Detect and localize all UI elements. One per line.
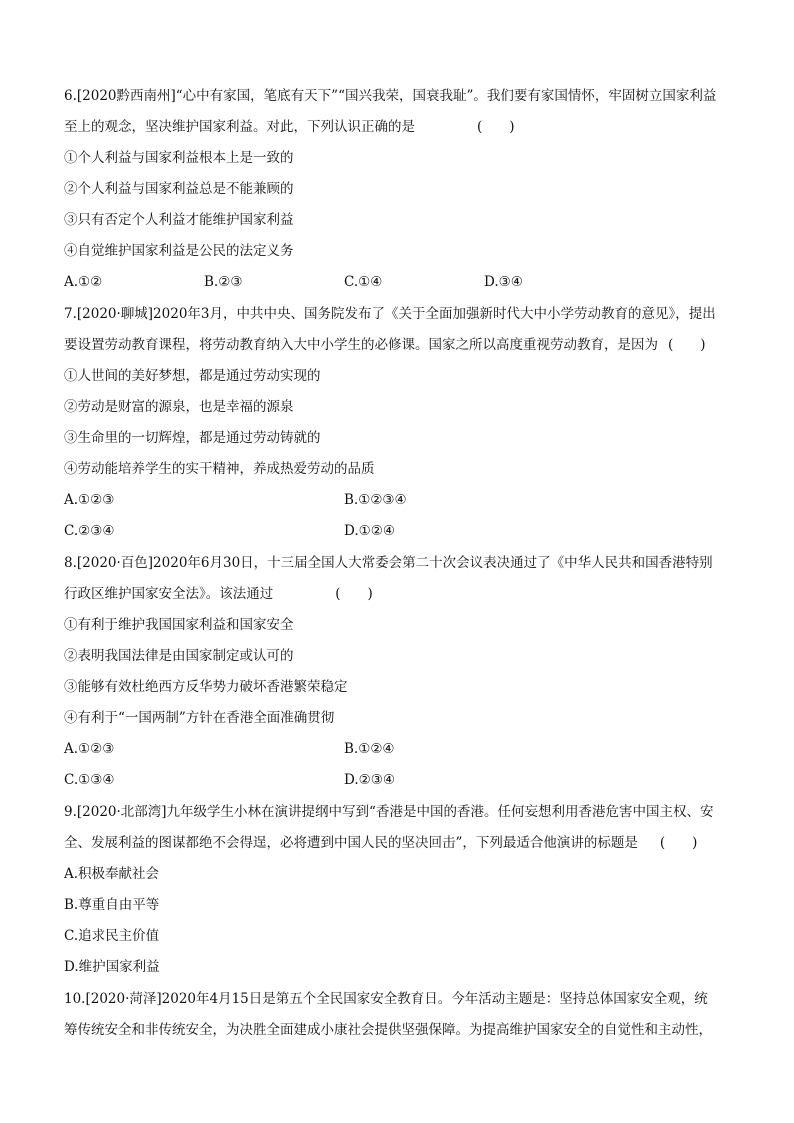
q9-option-b: B.尊重自由平等 xyxy=(64,897,160,913)
q7-answer-paren: ( ) xyxy=(668,337,706,353)
q8-option-a: A.①②③ xyxy=(64,741,115,757)
q9-answer-paren: ( ) xyxy=(659,835,698,851)
q9-option-c: C.追求民主价值 xyxy=(64,928,160,944)
q9-stem-text: 全、发展利益的图谋都绝不会得逞，必将遭到中国人民的坚决回击”，下列最适合他演讲的标题是 xyxy=(64,835,638,851)
q9-option-a: A.积极奉献社会 xyxy=(64,866,160,882)
q6-item-3: ③只有否定个人利益才能维护国家利益 xyxy=(64,212,294,228)
q9-stem-line2 xyxy=(64,833,697,853)
q8-stem-text: 行政区维护国家安全法》。该法通过 xyxy=(64,586,274,602)
q6-item-1: ①个人利益与国家利益根本上是一致的 xyxy=(64,150,294,166)
q6-stem-line1: 6.[2020黔西南州]“心中有家国，笔底有天下”“国兴我荣，国衰我耻”。我们要有家国情怀，牢固树立国家利益 xyxy=(64,88,717,104)
q6-item-2: ②个人利益与国家利益总是不能兼顾的 xyxy=(64,181,294,197)
q8-option-d: D.②③④ xyxy=(344,772,395,788)
q10-stem-line1: 10.[2020·菏泽]2020年4月15日是第五个全民国家安全教育日。今年活动主题是：坚持总体国家安全观，统 xyxy=(64,991,708,1007)
q7-item-2: ②劳动是财富的源泉，也是幸福的源泉 xyxy=(64,399,294,415)
q7-stem-line1: 7.[2020·聊城]2020年3月，中共中央、国务院发布了《关于全面加强新时代大中小学劳动教育的意见》，提出 xyxy=(64,306,716,322)
q7-stem-text: 要设置劳动教育课程，将劳动教育纳入大中小学生的必修课。国家之所以高度重视劳动教育，是因为 xyxy=(64,337,658,353)
q8-option-b: B.①②④ xyxy=(344,741,395,757)
q6-option-a: A.①② xyxy=(64,274,103,290)
q9-option-d: D.维护国家利益 xyxy=(64,959,160,975)
q7-option-c: C.②③④ xyxy=(64,523,115,539)
q7-option-d: D.①②④ xyxy=(344,523,395,539)
q6-option-b: B.②③ xyxy=(204,274,243,290)
q6-item-4: ④自觉维护国家利益是公民的法定义务 xyxy=(64,243,294,259)
q7-item-4: ④劳动能培养学生的实干精神，养成热爱劳动的品质 xyxy=(64,461,375,477)
q8-stem-line1: 8.[2020·百色]2020年6月30日，十三届全国人大常委会第二十次会议表决通过了《中华人民共和国香港特别 xyxy=(64,555,713,571)
q7-stem-line2 xyxy=(64,335,706,355)
q7-item-1: ①人世间的美好梦想，都是通过劳动实现的 xyxy=(64,368,321,384)
q9-stem-line1: 9.[2020·北部湾]九年级学生小林在演讲提纲中写到“香港是中国的香港。任何妄想利用香港危害中国主权、安 xyxy=(64,804,714,820)
q8-stem-line2 xyxy=(64,584,373,604)
q6-stem-text: 至上的观念，坚决维护国家利益。对此，下列认识正确的是 xyxy=(64,119,415,135)
q8-item-4: ④有利于“一国两制”方针在香港全面准确贯彻 xyxy=(64,710,335,726)
q6-option-d: D.③④ xyxy=(484,274,523,290)
q8-item-1: ①有利于维护我国国家利益和国家安全 xyxy=(64,617,294,633)
q8-item-3: ③能够有效杜绝西方反华势力破坏香港繁荣稳定 xyxy=(64,679,348,695)
q7-option-b: B.①②③④ xyxy=(344,492,407,508)
q7-item-3: ③生命里的一切辉煌，都是通过劳动铸就的 xyxy=(64,430,321,446)
q8-option-c: C.①③④ xyxy=(64,772,115,788)
q8-answer-paren: ( ) xyxy=(335,586,373,602)
q10-stem-line2: 筹传统安全和非传统安全，为决胜全面建成小康社会提供坚强保障。为提高维护国家安全的自觉性和主动性， xyxy=(64,1022,712,1038)
q6-stem-line2 xyxy=(64,117,515,137)
q8-item-2: ②表明我国法律是由国家制定或认可的 xyxy=(64,648,294,664)
q7-option-a: A.①②③ xyxy=(64,492,115,508)
q6-answer-paren: ( ) xyxy=(477,119,515,135)
q6-option-c: C.①④ xyxy=(344,274,383,290)
